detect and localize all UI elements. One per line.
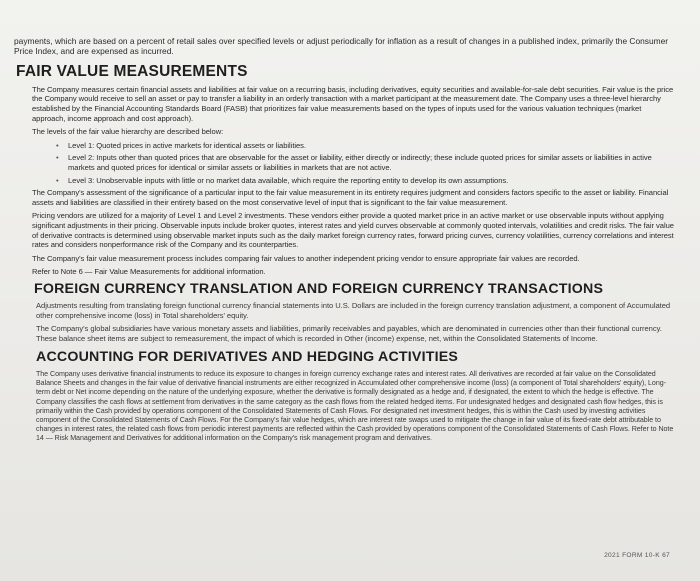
derivatives-paragraph-1: The Company uses derivative financial instruments to reduce its exposure to changes in foreign currency exchange rates and interest rates. All derivatives are recorded at fair value on the Consolidated Balance Sheets and changes in the fair value of derivative financial instruments are either recognized in Accumulated other comprehensive income (loss) (a component of Total shareholders' equity), Long-term debt or Net income depending on the nature of the underlying exposure, whether the derivative is formally designated as a hedge and, if designated, the extent to which the hedge is effective. The Company classifies the cash flows at settlement from derivatives in the same category as the cash flows from the related hedged items. For undesignated hedges and designated cash flow hedges, this is primarily within the Cash provided by operations component of the Consolidated Statements of Cash Flows. For designated net investment hedges, this is within the Cash used by investing activities component of the Consolidated Statements of Cash Flows. For the Company's fair value hedges, which are interest rate swaps used to mitigate the change in fair value of its fixed-rate debt attributable to changes in interest rates, the related cash flows from periodic interest payments are reflected within the Cash provided by operations component of the Consolidated Statements of Cash Flows. Refer to Note 14 — Risk Management and Derivatives for additional information on the Company's risk management program and derivatives. (36, 370, 674, 442)
heading-fair-value: FAIR VALUE MEASUREMENTS (16, 62, 248, 80)
fair-value-paragraph-3: The Company's assessment of the significance of a particular input to the fair value measurement in its entirety requires judgment and considers factors specific to the asset or liability. Financial assets and liabilities are classified in their entirety based on the most conservative level of input that is significant to the fair value measurement. (32, 188, 669, 207)
list-item: • Level 3: Unobservable inputs with little or no market data available, which require the reporting entity to develop its own assumptions. (56, 176, 674, 186)
fair-value-paragraph-1: The Company measures certain financial assets and liabilities at fair value on a recurring basis, including derivatives, equity securities and available-for-sale debt securities. Fair value is the price the Company would receive to sell an asset or pay to transfer a liability in an orderly transaction with a market participant at the measurement date. The Company uses a three-level hierarchy established by the Financial Accounting Standards Board (FASB) that prioritizes fair value measurements based on the types of inputs used for the various valuation techniques (market approach, income approach and cost approach). (32, 84, 674, 123)
list-item: • Level 2: Inputs other than quoted prices that are observable for the asset or liability, either directly or indirectly; these include quoted prices for similar assets or liabilities in active markets and quoted prices for identical or similar assets or liabilities in markets that are not active. (56, 153, 674, 172)
heading-derivatives: ACCOUNTING FOR DERIVATIVES AND HEDGING ACTIVITIES (36, 349, 459, 366)
heading-foreign-currency: FOREIGN CURRENCY TRANSLATION AND FOREIGN CURRENCY TRANSACTIONS (34, 280, 604, 297)
fx-paragraph-1: Adjustments resulting from translating foreign functional currency financial statements into U.S. Dollars are included in the foreign currency translation adjustment, a component of Accumulated other comprehensive income (loss) in Total shareholders' equity. (36, 300, 671, 320)
fair-value-levels-list (32, 141, 674, 185)
fair-value-paragraph-2: The levels of the fair value hierarchy are described below: (32, 127, 224, 137)
section-foreign-currency (14, 301, 674, 343)
section-fair-value (14, 85, 674, 277)
fx-paragraph-2: The Company's global subsidiaries have various monetary assets and liabilities, primarily receivables and payables, which are denominated in currencies other than their functional currency. These balance sheet items are subject to remeasurement, the impact of which is recorded in Other (income) expense, net, within the Consolidated Statements of Income. (36, 324, 662, 343)
fair-value-paragraph-4: Pricing vendors are utilized for a majority of Level 1 and Level 2 investments. These vendors either provide a quoted market price in an active market or use observable inputs without applying significant adjustments in their pricing. Observable inputs include broker quotes, interest rates and yield curves observable at commonly quoted intervals, volatilities and credit risks. The fair value of derivative contracts is determined using observable market inputs such as the daily market foreign currency rates, forward pricing curves, currency volatilities, currency correlations and interest rates and considers nonperformance risk of the Company and its counterparties. (32, 211, 674, 250)
fair-value-paragraph-5: The Company's fair value measurement process includes comparing fair values to another independent pricing vendor to ensure appropriate fair values are recorded. (32, 253, 580, 263)
section-derivatives (14, 370, 674, 443)
page-footer: 2021 FORM 10-K 67 (604, 552, 670, 559)
intro-paragraph: payments, which are based on a percent of retail sales over specified levels or adjust periodically for inflation as a result of changes in a published index, primarily the Consumer Price Index, and are expensed as incurred. (14, 36, 669, 57)
fair-value-note-reference: Refer to Note 6 — Fair Value Measurements for additional information. (32, 267, 266, 277)
list-item: • Level 1: Quoted prices in active markets for identical assets or liabilities. (56, 141, 674, 151)
